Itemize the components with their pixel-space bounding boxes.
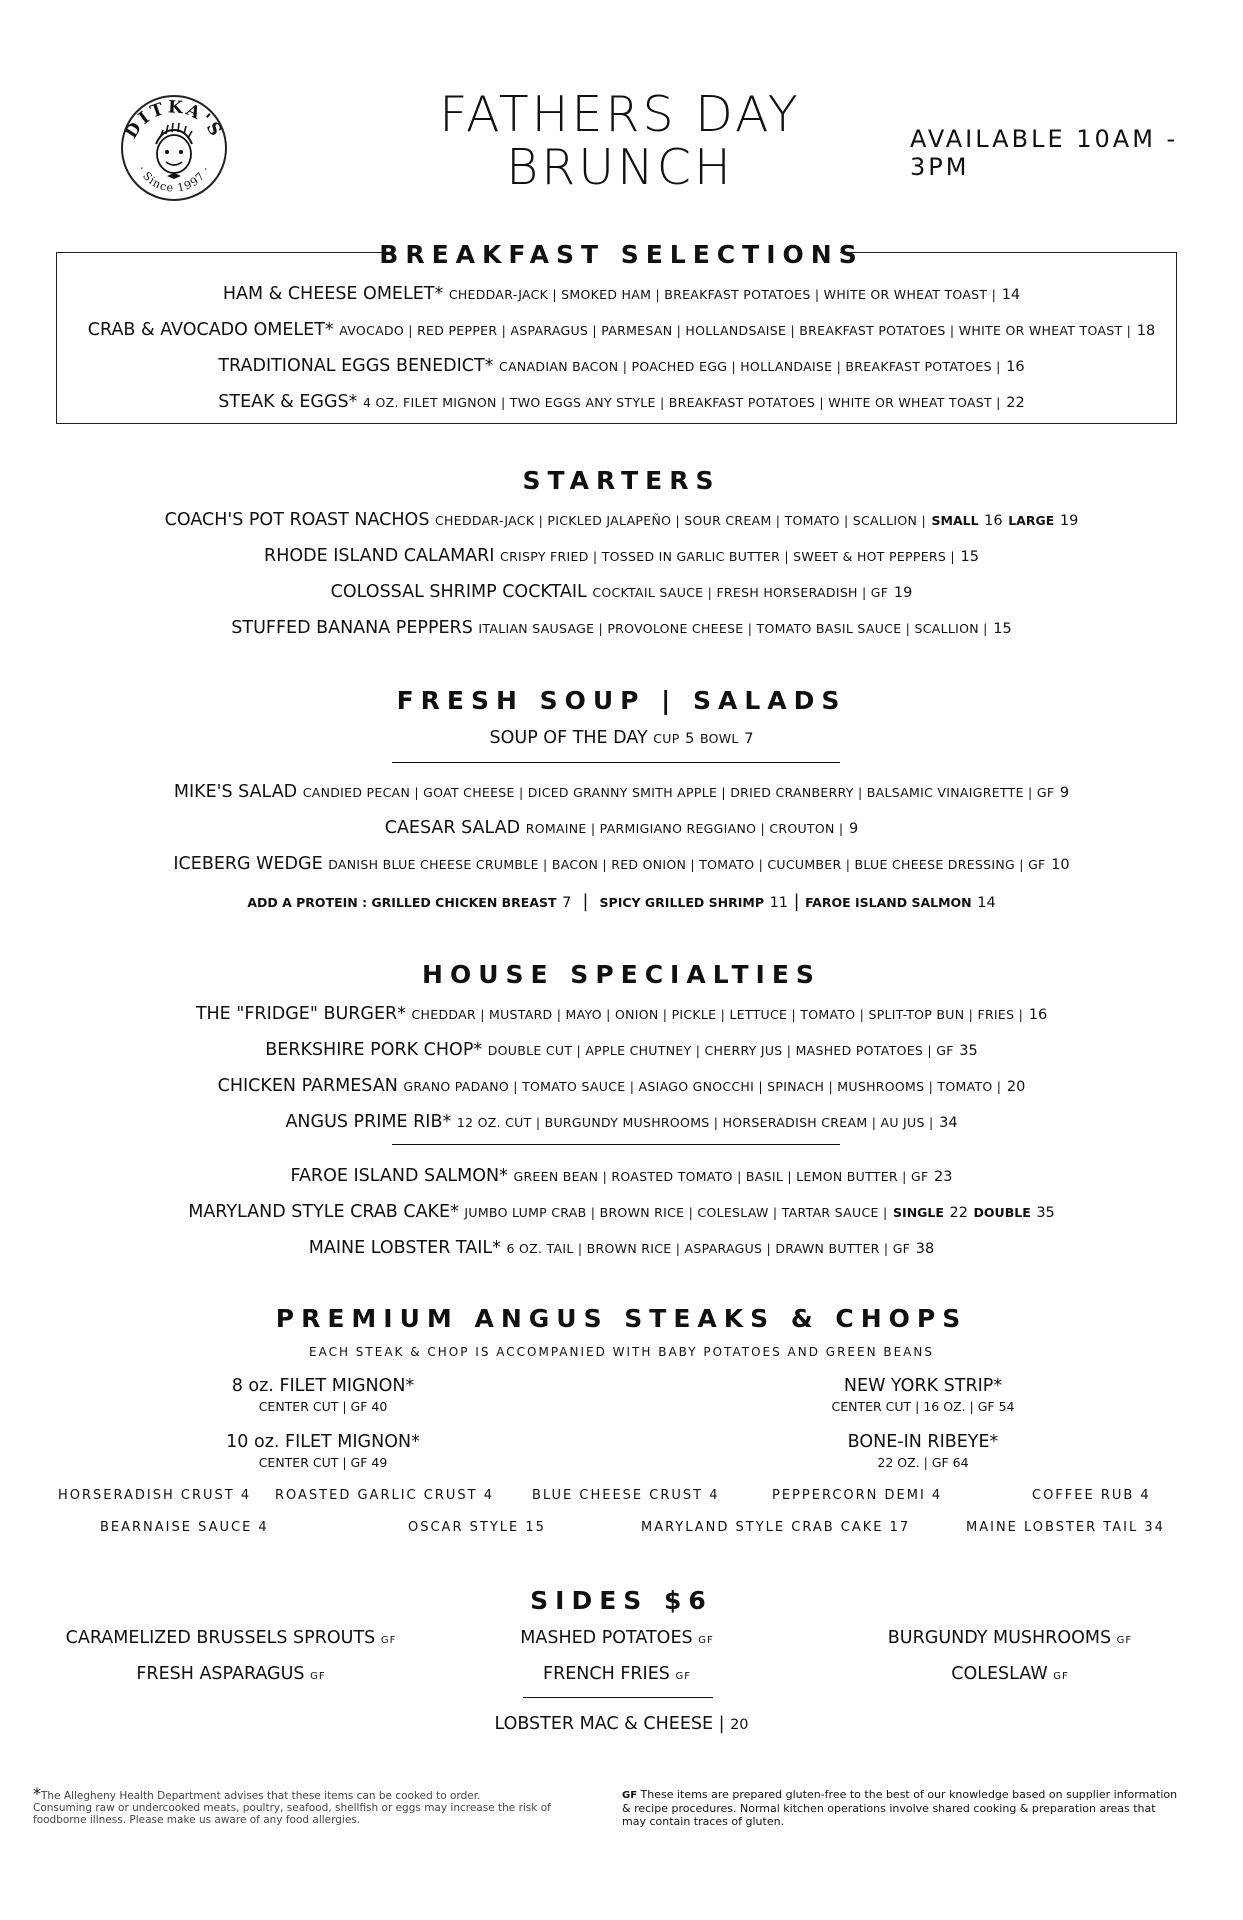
sides-heading: SIDES $6	[530, 1586, 713, 1615]
soup-salads-heading: FRESH SOUP | SALADS	[396, 686, 847, 715]
salad-item: CAESAR SALAD ROMAINE | PARMIGIANO REGGIANO | CROUTON | 9	[384, 818, 859, 838]
footnote-left: *The Allegheny Health Department advises that these items can be cooked to order. Consuming raw or undercooked meats, poultry, seafood, shellfish or eggs may increase the risk of foodborne illness. Please make us aware of any food allergies.	[33, 1784, 551, 1826]
breakfast-item: TRADITIONAL EGGS BENEDICT* CANADIAN BACON | POACHED EGG | HOLLANDAISE | BREAKFAST POTATOES | 16	[218, 356, 1025, 376]
seafood-item: MAINE LOBSTER TAIL* 6 OZ. TAIL | BROWN RICE | ASPARAGUS | DRAWN BUTTER | GF 38	[308, 1238, 935, 1258]
house-item: CHICKEN PARMESAN GRANO PADANO | TOMATO SAUCE | ASIAGO GNOCCHI | SPINACH | MUSHROOMS | TOMATO | 20	[217, 1076, 1026, 1096]
addon-item: BLUE CHEESE CRUST 4	[532, 1488, 720, 1503]
salad-item: ICEBERG WEDGE DANISH BLUE CHEESE CRUMBLE | BACON | RED ONION | TOMATO | CUCUMBER | BLUE CHEESE DRESSING | GF 10	[173, 854, 1070, 874]
steak-item: 10 oz. FILET MIGNON* CENTER CUT | GF 49	[226, 1432, 420, 1470]
house-item: ANGUS PRIME RIB* 12 OZ. CUT | BURGUNDY MUSHROOMS | HORSERADISH CREAM | AU JUS | 34	[285, 1112, 958, 1132]
breakfast-item: CRAB & AVOCADO OMELET* AVOCADO | RED PEPPER | ASPARAGUS | PARMESAN | HOLLANDSAISE | BREAKFAST POTATOES | WHITE OR WHEAT TOAST | 18	[87, 320, 1156, 340]
lobster-mac-item: LOBSTER MAC & CHEESE | 20	[494, 1714, 749, 1734]
starter-item: COACH'S POT ROAST NACHOS CHEDDAR-JACK | PICKLED JALAPEÑO | SOUR CREAM | TOMATO | SCALLION | SMALL 16 LARGE 19	[164, 510, 1079, 530]
addon-item: ROASTED GARLIC CRUST 4	[275, 1488, 494, 1503]
addon-item: HORSERADISH CRUST 4	[58, 1488, 252, 1503]
title-line-2: BRUNCH	[506, 139, 734, 196]
addon-item: PEPPERCORN DEMI 4	[772, 1488, 943, 1503]
starter-item: COLOSSAL SHRIMP COCKTAIL COCKTAIL SAUCE | FRESH HORSERADISH | GF 19	[330, 582, 913, 602]
house-item: BERKSHIRE PORK CHOP* DOUBLE CUT | APPLE CHUTNEY | CHERRY JUS | MASHED POTATOES | GF 35	[265, 1040, 978, 1060]
side-item: COLESLAW GF	[951, 1664, 1069, 1684]
addon-item: MARYLAND STYLE CRAB CAKE 17	[641, 1520, 911, 1535]
addon-item: OSCAR STYLE 15	[408, 1520, 546, 1535]
add-protein-line: ADD A PROTEIN : GRILLED CHICKEN BREAST 7 | SPICY GRILLED SHRIMP 11 | FAROE ISLAND SALMON 14	[247, 892, 996, 912]
ditkas-logo	[112, 86, 236, 210]
side-item: MASHED POTATOES GF	[520, 1628, 714, 1648]
availability-text: AVAILABLE 10AM - 3PM	[910, 125, 1179, 181]
addon-item: COFFEE RUB 4	[1032, 1488, 1151, 1503]
steak-item: 8 oz. FILET MIGNON* CENTER CUT | GF 40	[231, 1376, 415, 1414]
addon-item: MAINE LOBSTER TAIL 34	[966, 1520, 1165, 1535]
divider	[392, 1144, 840, 1145]
steaks-heading: PREMIUM ANGUS STEAKS & CHOPS	[275, 1304, 968, 1333]
soup-item: SOUP OF THE DAY CUP 5 BOWL 7	[489, 728, 754, 748]
salad-item: MIKE'S SALAD CANDIED PECAN | GOAT CHEESE | DICED GRANNY SMITH APPLE | DRIED CRANBERRY | BALSAMIC VINAIGRETTE | GF 9	[173, 782, 1070, 802]
divider	[523, 1697, 713, 1698]
steak-item: NEW YORK STRIP* CENTER CUT | 16 OZ. | GF 54	[831, 1376, 1015, 1414]
svg-text:DITKA'S: DITKA'S	[121, 97, 227, 143]
side-item: CARAMELIZED BRUSSELS SPROUTS GF	[65, 1628, 397, 1648]
addon-item: BEARNAISE SAUCE 4	[100, 1520, 269, 1535]
side-item: FRESH ASPARAGUS GF	[136, 1664, 326, 1684]
breakfast-heading: BREAKFAST SELECTIONS	[379, 240, 864, 269]
steak-item: BONE-IN RIBEYE* 22 OZ. | GF 64	[847, 1432, 999, 1470]
steaks-subheading: EACH STEAK & CHOP IS ACCOMPANIED WITH BABY POTATOES AND GREEN BEANS	[309, 1345, 934, 1359]
starter-item: STUFFED BANANA PEPPERS ITALIAN SAUSAGE | PROVOLONE CHEESE | TOMATO BASIL SAUCE | SCALLION | 15	[231, 618, 1012, 638]
title-line-1: FATHERS DAY	[439, 86, 801, 143]
starters-heading: STARTERS	[522, 466, 721, 495]
breakfast-item: STEAK & EGGS* 4 OZ. FILET MIGNON | TWO EGGS ANY STYLE | BREAKFAST POTATOES | WHITE OR WHEAT TOAST | 22	[218, 392, 1025, 412]
house-heading: HOUSE SPECIALTIES	[422, 960, 821, 989]
side-item: BURGUNDY MUSHROOMS GF	[887, 1628, 1133, 1648]
footnote-right: GF These items are prepared gluten-free to the best of our knowledge based on supplier information & recipe procedures. Normal kitchen operations involve shared cooking & preparation areas that may contain traces of gluten.	[622, 1788, 1178, 1828]
seafood-item: FAROE ISLAND SALMON* GREEN BEAN | ROASTED TOMATO | BASIL | LEMON BUTTER | GF 23	[290, 1166, 953, 1186]
house-item: THE "FRIDGE" BURGER* CHEDDAR | MUSTARD | MAYO | ONION | PICKLE | LETTUCE | TOMATO | SPLIT-TOP BUN | FRIES | 16	[195, 1004, 1048, 1024]
side-item: FRENCH FRIES GF	[543, 1664, 691, 1684]
seafood-item: MARYLAND STYLE CRAB CAKE* JUMBO LUMP CRAB | BROWN RICE | COLESLAW | TARTAR SAUCE | SINGLE 22 DOUBLE 35	[188, 1202, 1055, 1222]
page-title	[380, 88, 860, 194]
svg-text:· Since 1997 ·: · Since 1997 ·	[135, 163, 213, 195]
breakfast-item: HAM & CHEESE OMELET* CHEDDAR-JACK | SMOKED HAM | BREAKFAST POTATOES | WHITE OR WHEAT TOAST | 14	[222, 284, 1021, 304]
divider	[392, 762, 840, 763]
starter-item: RHODE ISLAND CALAMARI CRISPY FRIED | TOSSED IN GARLIC BUTTER | SWEET & HOT PEPPERS | 15	[264, 546, 979, 566]
